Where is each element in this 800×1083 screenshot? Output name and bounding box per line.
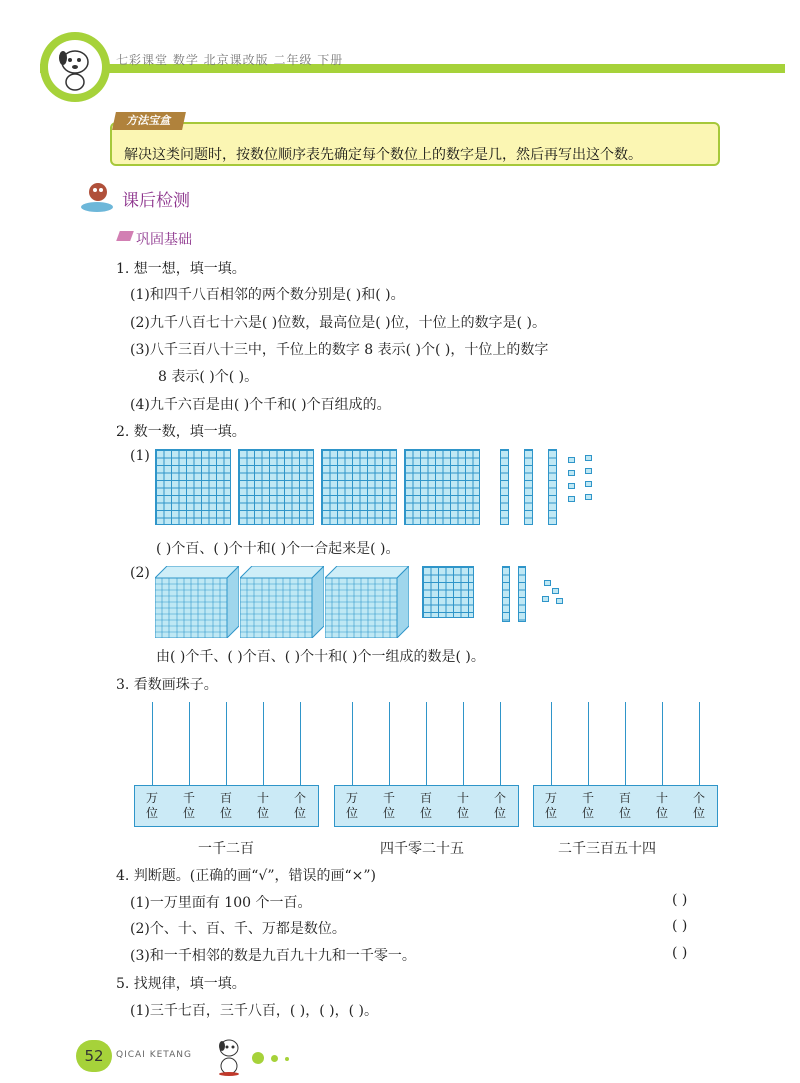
tip-text: 解决这类问题时，按数位顺序表先确定每个数位上的数字是几，然后再写出这个数。: [124, 147, 642, 163]
q4-item-1: (1)一万里面有 100 个一百。: [130, 895, 312, 911]
q4-title: 4. 判断题。(正确的画“√”，错误的画“×”): [116, 868, 377, 884]
footer-brand: QICAI KETANG: [116, 1050, 192, 1060]
q4-blank-3[interactable]: ( ): [672, 945, 688, 961]
page-number: 52: [76, 1040, 112, 1072]
q4-blank-1[interactable]: ( ): [672, 892, 688, 908]
abacus-rod[interactable]: [152, 702, 153, 785]
book-series-title: 七彩课堂 数学 北京课改版 二年级 下册: [116, 53, 344, 67]
footer-dot: [285, 1057, 289, 1061]
abacus-rod[interactable]: [263, 702, 264, 785]
q2-answer-2: 由( )个千、( )个百、( )个十和( )个一组成的数是( )。: [156, 649, 485, 665]
q1-item-3-cont: 8 表示( )个( )。: [158, 369, 259, 385]
q2-title: 2. 数一数，填一填。: [116, 424, 246, 440]
q4-item-2: (2)个、十、百、千、万都是数位。: [130, 921, 346, 937]
place-value-label: 百 位: [219, 791, 232, 820]
place-value-label: 十 位: [256, 791, 269, 820]
q1-item-2: (2)九千八百七十六是( )位数，最高位是( )位，十位上的数字是( )。: [130, 315, 546, 331]
place-value-label: 千 位: [382, 791, 395, 820]
abacus-rod[interactable]: [463, 702, 464, 785]
abacus-rod[interactable]: [588, 702, 589, 785]
abacus-rod[interactable]: [699, 702, 700, 785]
place-value-label: 万 位: [345, 791, 358, 820]
place-value-label: 十 位: [456, 791, 469, 820]
abacus-caption-1: 一千二百: [198, 841, 254, 857]
abacus-rod[interactable]: [551, 702, 552, 785]
place-value-label: 万 位: [145, 791, 158, 820]
q2-label-1: (1): [130, 448, 150, 464]
footer-dot: [252, 1052, 264, 1064]
place-value-label: 千 位: [581, 791, 594, 820]
abacus-rod[interactable]: [300, 702, 301, 785]
subsection-title: 巩固基础: [136, 232, 192, 248]
abacus-rod[interactable]: [500, 702, 501, 785]
q3-title: 3. 看数画珠子。: [116, 677, 218, 693]
q1-item-3: (3)八千三百八十三中，千位上的数字 8 表示( )个( )，十位上的数字: [130, 342, 549, 358]
place-value-label: 百 位: [419, 791, 432, 820]
q4-blank-2[interactable]: ( ): [672, 918, 688, 934]
q2-label-2: (2): [130, 565, 150, 581]
q5-title: 5. 找规律，填一填。: [116, 976, 246, 992]
q1-item-4: (4)九千六百是由( )个千和( )个百组成的。: [130, 397, 391, 413]
q1-item-1: (1)和四千八百相邻的两个数分别是( )和( )。: [130, 287, 405, 303]
tip-tag: 方法宝盒: [112, 112, 186, 130]
q4-item-3: (3)和一千相邻的数是九百九十九和一千零一。: [130, 948, 416, 964]
place-value-label: 万 位: [544, 791, 557, 820]
abacus-rod[interactable]: [389, 702, 390, 785]
footer-mascot-icon: [214, 1036, 244, 1076]
place-value-label: 个 位: [293, 791, 306, 820]
q1-title: 1. 想一想，填一填。: [116, 261, 246, 277]
abacus-rod[interactable]: [426, 702, 427, 785]
abacus-rod[interactable]: [352, 702, 353, 785]
abacus-rod[interactable]: [662, 702, 663, 785]
abacus-caption-2: 四千零二十五: [380, 841, 464, 857]
q2-answer-1: ( )个百、( )个十和( )个一合起来是( )。: [156, 541, 400, 557]
abacus-caption-3: 二千三百五十四: [558, 841, 656, 857]
place-value-label: 百 位: [618, 791, 631, 820]
q5-item-1: (1)三千七百，三千八百，( )，( )，( )。: [130, 1003, 378, 1019]
place-value-label: 个 位: [493, 791, 506, 820]
section-title: 课后检测: [122, 191, 190, 211]
abacus-rod[interactable]: [625, 702, 626, 785]
place-value-label: 个 位: [692, 791, 705, 820]
footer-dot: [271, 1055, 278, 1062]
abacus-rod[interactable]: [189, 702, 190, 785]
abacus-rod[interactable]: [226, 702, 227, 785]
place-value-label: 十 位: [655, 791, 668, 820]
place-value-label: 千 位: [182, 791, 195, 820]
